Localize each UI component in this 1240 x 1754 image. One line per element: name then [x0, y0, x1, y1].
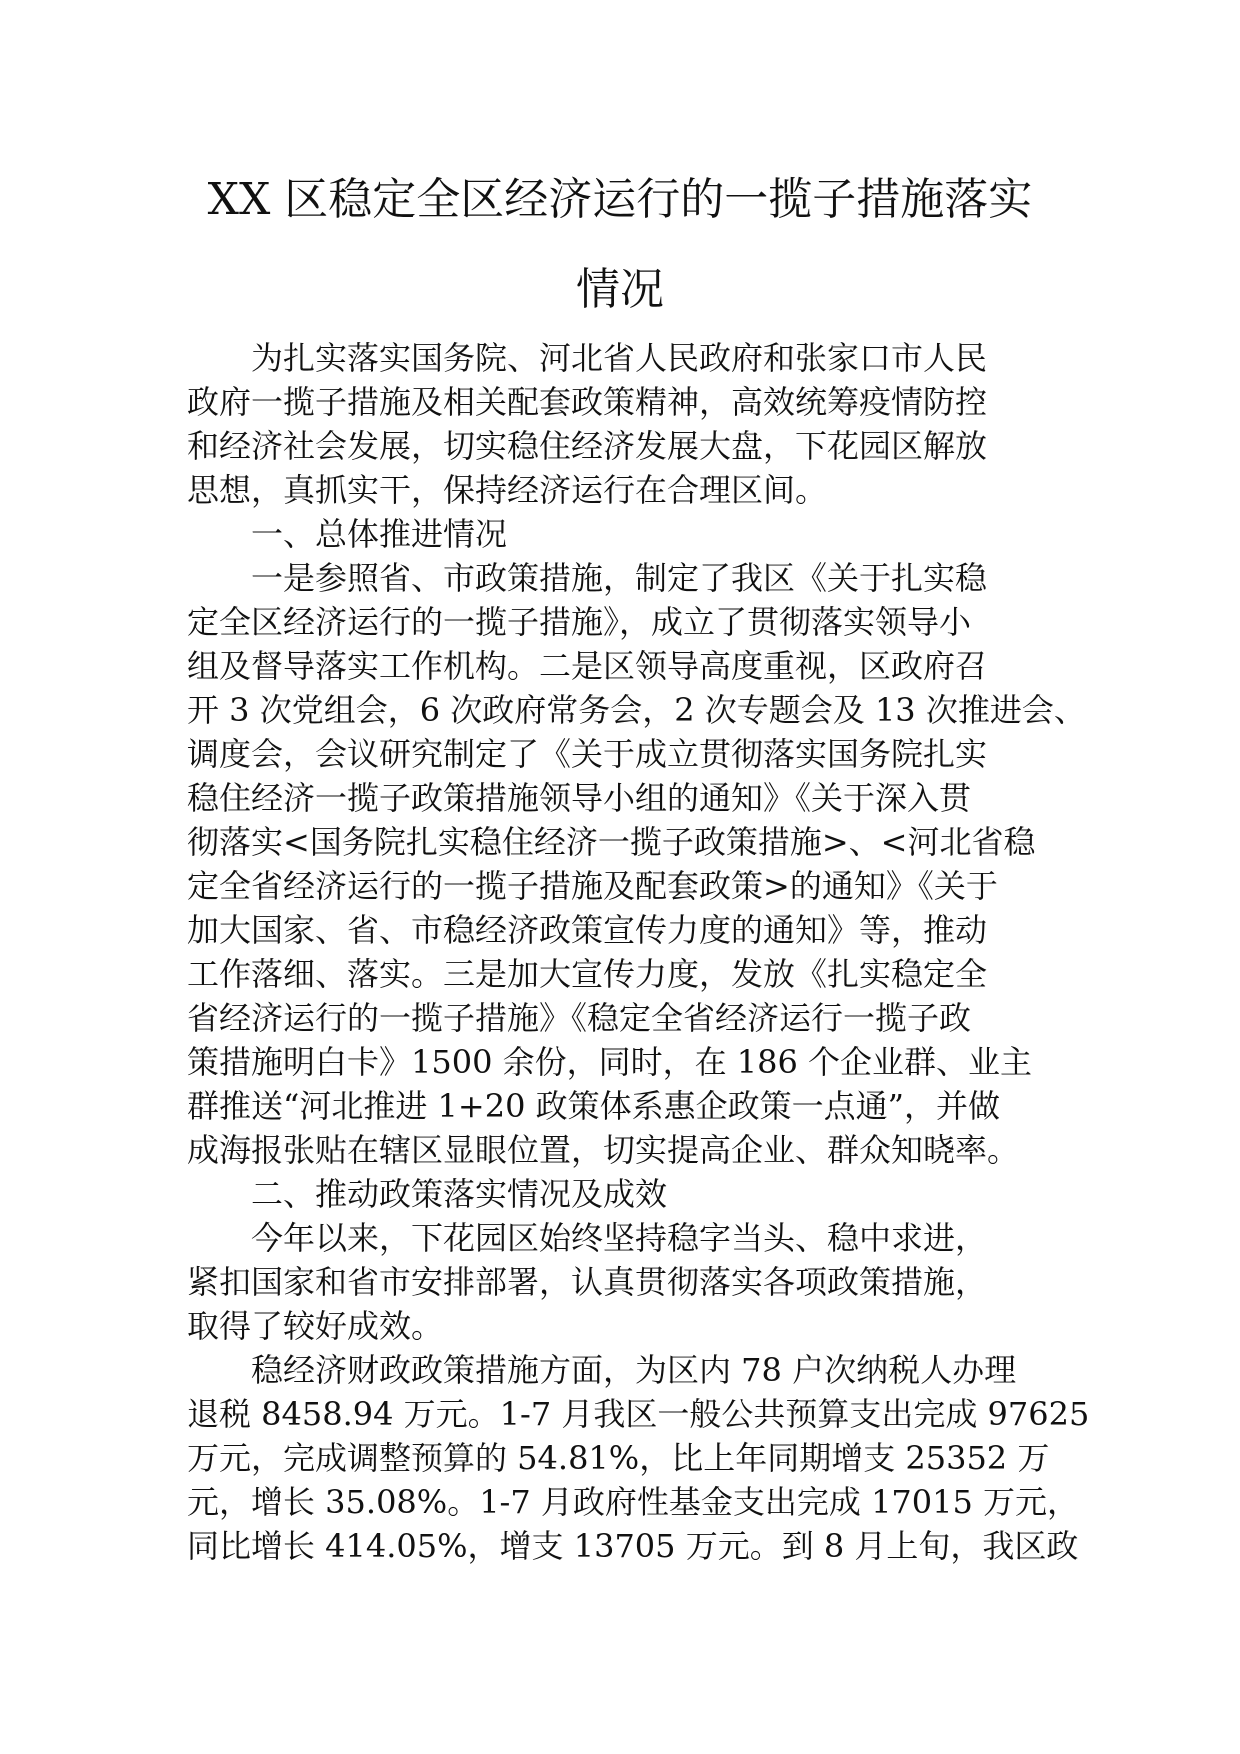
- paragraph-line: 稳住经济一揽子政策措施领导小组的通知》《关于深入贯: [187, 779, 972, 817]
- document-title-line-2: 情况: [576, 264, 664, 315]
- paragraph-line: 取得了较好成效。: [187, 1307, 444, 1345]
- paragraph-line: 思想，真抓实干，保持经济运行在合理区间。: [187, 471, 828, 509]
- paragraph-line: 定全区经济运行的一揽子措施》，成立了贯彻落实领导小: [187, 603, 972, 641]
- paragraph-line: 今年以来，下花园区始终坚持稳字当头、稳中求进，: [251, 1219, 988, 1257]
- paragraph-line: 政府一揽子措施及相关配套政策精神，高效统筹疫情防控: [187, 383, 988, 421]
- paragraph-line: 工作落细、落实。三是加大宣传力度，发放《扎实稳定全: [187, 955, 988, 993]
- paragraph-line: 元，增长 35.08%。1-7 月政府性基金支出完成 17015 万元，: [187, 1483, 1080, 1521]
- paragraph-line: 加大国家、省、市稳经济政策宣传力度的通知》等，推动: [187, 911, 988, 949]
- paragraph-line: 紧扣国家和省市安排部署，认真贯彻落实各项政策措施，: [187, 1263, 988, 1301]
- paragraph-line: 定全省经济运行的一揽子措施及配套政策>的通知》《关于: [187, 867, 998, 905]
- section-heading: 二、推动政策落实情况及成效: [251, 1175, 668, 1213]
- paragraph-line: 为扎实落实国务院、河北省人民政府和张家口市人民: [251, 339, 988, 377]
- paragraph-line: 退税 8458.94 万元。1-7 月我区一般公共预算支出完成 97625: [187, 1395, 1090, 1433]
- paragraph-line: 组及督导落实工作机构。二是区领导高度重视，区政府召: [187, 647, 988, 685]
- paragraph-line: 群推送“河北推进 1+20 政策体系惠企政策一点通”，并做: [187, 1087, 1000, 1125]
- paragraph-line: 策措施明白卡》1500 余份，同时，在 186 个企业群、业主: [187, 1043, 1033, 1081]
- paragraph-line: 同比增长 414.05%，增支 13705 万元。到 8 月上旬，我区政: [187, 1527, 1079, 1565]
- paragraph-line: 稳经济财政政策措施方面，为区内 78 户次纳税人办理: [251, 1351, 1017, 1389]
- paragraph-line: 和经济社会发展，切实稳住经济发展大盘，下花园区解放: [187, 427, 988, 465]
- paragraph-line: 调度会，会议研究制定了《关于成立贯彻落实国务院扎实: [187, 735, 988, 773]
- paragraph-line: 省经济运行的一揽子措施》《稳定全省经济运行一揽子政: [187, 999, 972, 1037]
- paragraph-line: 开 3 次党组会，6 次政府常务会，2 次专题会及 13 次推进会、: [187, 691, 1086, 729]
- document-title-line-1: XX 区稳定全区经济运行的一揽子措施落实: [207, 174, 1033, 225]
- paragraph-line: 万元，完成调整预算的 54.81%，比上年同期增支 25352 万: [187, 1439, 1050, 1477]
- paragraph-line: 彻落实<国务院扎实稳住经济一揽子政策措施>、<河北省稳: [187, 823, 1036, 861]
- section-heading: 一、总体推进情况: [251, 515, 508, 553]
- paragraph-line: 一是参照省、市政策措施，制定了我区《关于扎实稳: [251, 559, 988, 597]
- paragraph-line: 成海报张贴在辖区显眼位置，切实提高企业、群众知晓率。: [187, 1131, 1020, 1169]
